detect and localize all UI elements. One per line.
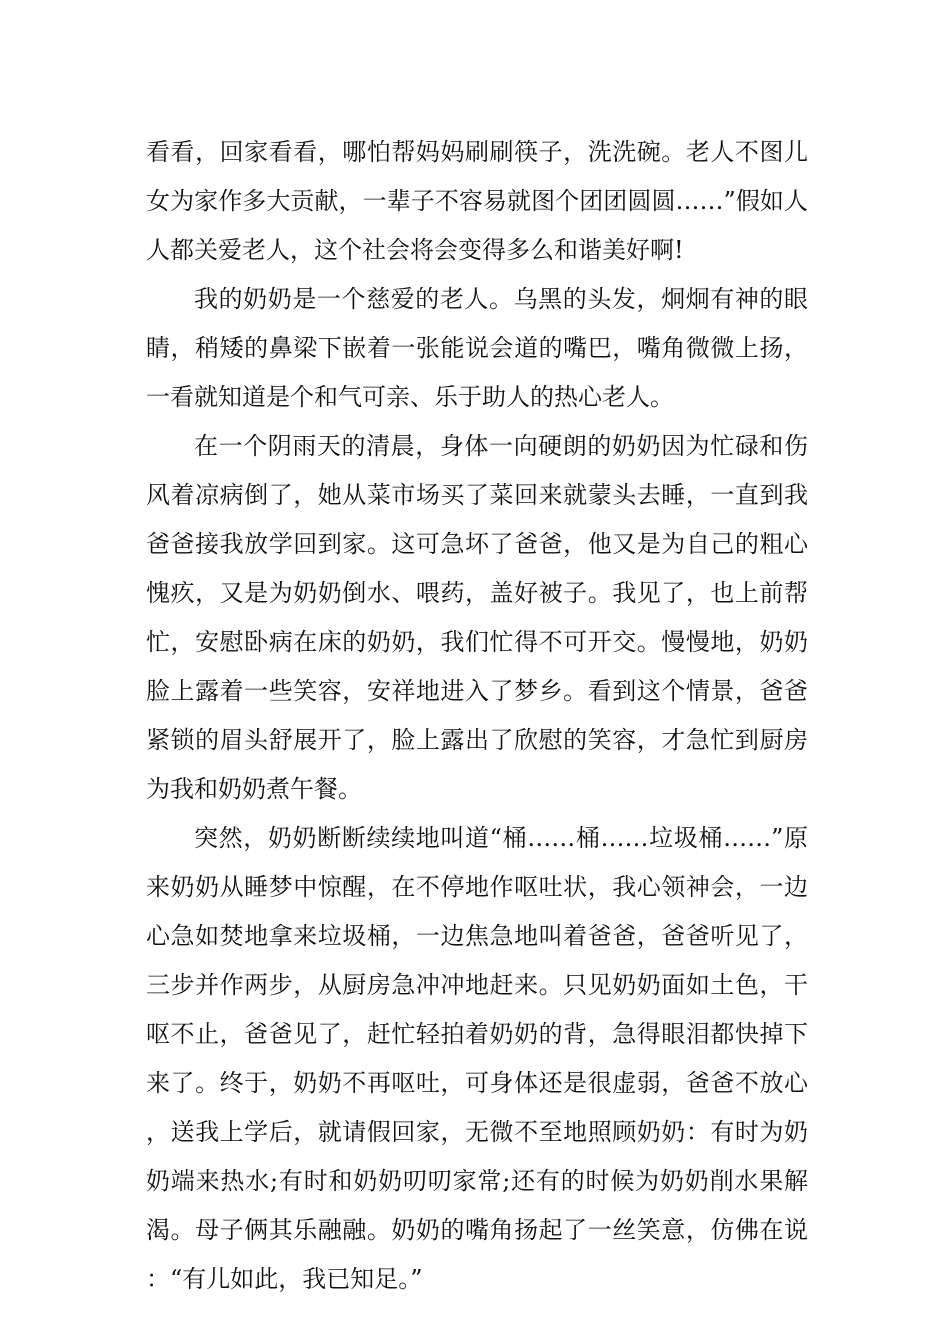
- document-body: [146, 128, 808, 1304]
- paragraph-3: 在一个阴雨天的清晨，身体一向硬朗的奶奶因为忙碌和伤风着凉病倒了，她从菜市场买了菜回来就蒙头去睡，一直到我爸爸接我放学回到家。这可急坏了爸爸，他又是为自己的粗心愧疚，又是为奶奶倒水、喂药，盖好被子。我见了，也上前帮忙，安慰卧病在床的奶奶，我们忙得不可开交。慢慢地，奶奶脸上露着一些笑容，安祥地进入了梦乡。看到这个情景，爸爸紧锁的眉头舒展开了，脸上露出了欣慰的笑容，才急忙到厨房为我和奶奶煮午餐。: [146, 432, 808, 803]
- paragraph-2: 我的奶奶是一个慈爱的老人。乌黑的头发，炯炯有神的眼睛，稍矮的鼻梁下嵌着一张能说会道的嘴巴，嘴角微微上扬，一看就知道是个和气可亲、乐于助人的热心老人。: [146, 285, 808, 411]
- paragraph-1: 看看，回家看看，哪怕帮妈妈刷刷筷子，洗洗碗。老人不图儿女为家作多大贡献，一辈子不容易就图个团团圆圆……”假如人人都关爱老人，这个社会将会变得多么和谐美好啊!: [146, 138, 808, 264]
- paragraph-4: 突然，奶奶断断续续地叫道“桶……桶……垃圾桶……”原来奶奶从睡梦中惊醒，在不停地作呕吐状，我心领神会，一边心急如焚地拿来垃圾桶，一边焦急地叫着爸爸，爸爸听见了，三步并作两步，从厨房急冲冲地赶来。只见奶奶面如土色，干呕不止，爸爸见了，赶忙轻拍着奶奶的背，急得眼泪都快掉下来了。终于，奶奶不再呕吐，可身体还是很虚弱，爸爸不放心，送我上学后，就请假回家，无微不至地照顾奶奶：有时为奶奶端来热水;有时和奶奶叨叨家常;还有的时候为奶奶削水果解渴。母子俩其乐融融。奶奶的嘴角扬起了一丝笑意，仿佛在说：“有儿如此，我已知足。”: [146, 824, 808, 1293]
